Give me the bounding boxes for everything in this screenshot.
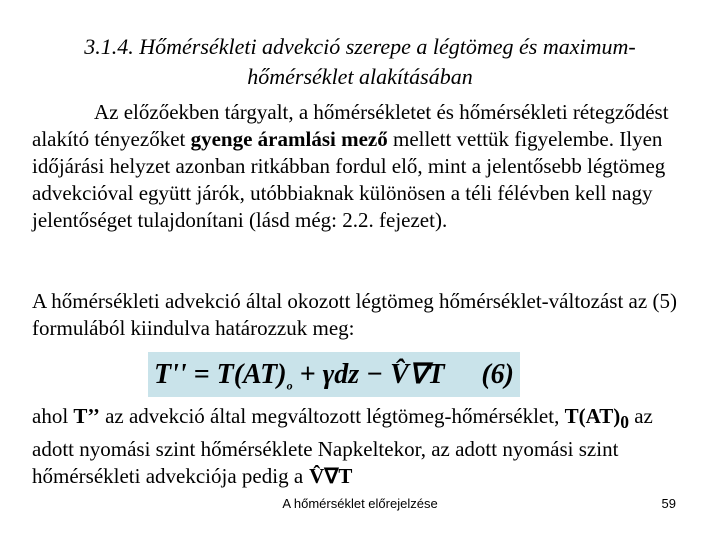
paragraph-1 <box>32 99 692 234</box>
formula-sub: o <box>286 378 293 393</box>
paragraph-1-bold: gyenge áramlási mező <box>190 127 388 151</box>
advection-symbol: V̂∇T <box>309 464 353 489</box>
paragraph-1-text-a: Az előzőekben tárgyalt, a hőmérsékletet és hőmérsékleti rétegződést alakító tényezőket <box>32 100 669 151</box>
paragraph-3 <box>32 403 692 490</box>
formula-rest: + γdz − V̂∇T <box>292 359 445 390</box>
formula-6 <box>148 352 520 397</box>
paragraph-2-text: A hőmérsékleti advekció által okozott légtömeg hőmérséklet-változást az (5) formulából kiindulva határozzuk meg: <box>32 289 677 340</box>
paragraph-3-text-b: az advekció által megváltozott légtömeg-hőmérséklet, <box>99 404 565 428</box>
formula-expression <box>154 352 445 409</box>
page-number: 59 <box>661 496 676 511</box>
paragraph-3-bold-t: T’’ <box>73 404 100 428</box>
paragraph-3-text-c: az adott nyomási szint hőmérséklete Napkeltekor, az adott nyomási szint hőmérsékleti advekciója pedig a <box>32 404 653 489</box>
formula-number: (6) <box>481 359 514 390</box>
paragraph-3-bold-tat: T(AT) <box>564 404 621 428</box>
section-title-line1: 3.1.4. Hőmérsékleti advekció szerepe a légtömeg és maximum- <box>84 34 636 59</box>
footer-title: A hőmérséklet előrejelzése <box>282 496 438 511</box>
paragraph-1-text-b: mellett vettük figyelembe. Ilyen időjárási helyzet azonban ritkábban fordul elő, mint a jelentősebb légtömeg advekcióval együtt járók, utóbbiaknak különösen a téli félévben kell nagy jelentőséget tulajdonítani (lásd még: 2.2. fejezet). <box>32 127 666 232</box>
paragraph-3-sub: 0 <box>620 412 629 433</box>
section-title <box>40 32 680 92</box>
formula-main: T'' = T(AT) <box>154 359 287 390</box>
paragraph-2 <box>32 288 692 342</box>
section-title-line2: hőmérséklet alakításában <box>247 64 473 89</box>
paragraph-3-text-a: ahol <box>32 404 74 428</box>
